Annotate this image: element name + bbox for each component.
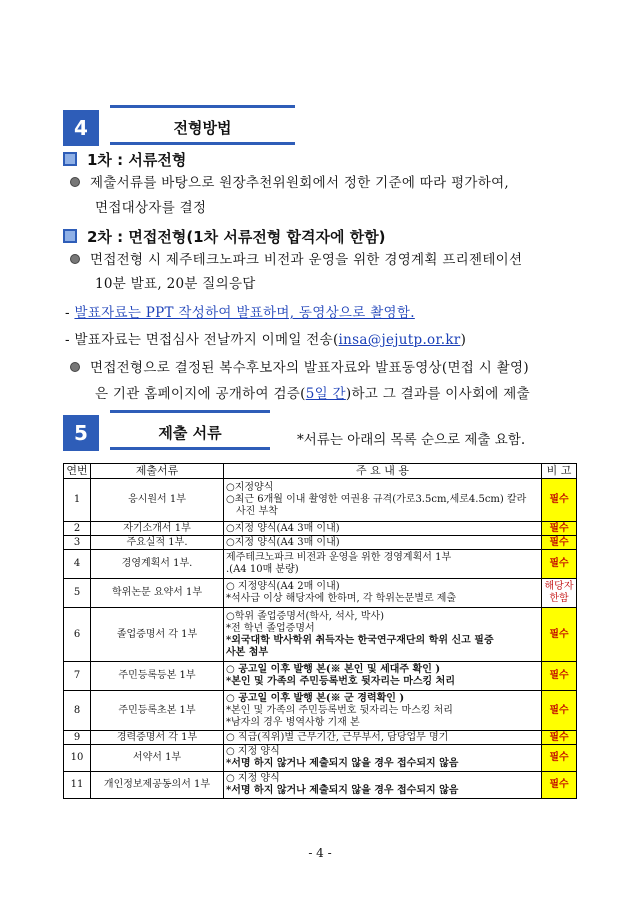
content-line: *외국대학 박사학위 취득자는 한국연구재단의 학위 신고 필증 [226, 634, 494, 646]
document-name: 응시원서 1부 [91, 479, 224, 522]
stage1-title: 1차 : 서류전형 [87, 151, 187, 169]
stage2-line-2: 10분 발표, 20분 질의응답 [95, 276, 256, 292]
email-link[interactable]: insa@jejutp.or.kr [338, 332, 461, 348]
document-name: 주요실적 1부. [91, 536, 224, 550]
row-content [224, 772, 542, 799]
round-bullet-icon [70, 177, 80, 187]
header-content: 주 요 내 용 [224, 464, 542, 479]
table-row [64, 691, 577, 731]
stage2-text: 면접전형 시 제주테크노파크 비전과 운영을 위한 경영계획 프리젠테이션 [90, 252, 523, 268]
content-line: ○ 지정 양식 [226, 773, 280, 784]
result-line-2 [95, 384, 530, 404]
row-number: 10 [64, 745, 91, 772]
row-number: 2 [64, 522, 91, 536]
content-line: *서명 하지 않거나 제출되지 않을 경우 접수되지 않음 [226, 785, 459, 796]
content-line: ○ 지정양식(A4 2매 이내) [226, 581, 340, 592]
content-line: ○지정 양식(A4 3매 이내) [226, 536, 340, 548]
email-suffix: ) [460, 332, 467, 348]
header-remark: 비 고 [542, 464, 577, 479]
documents-table [63, 463, 577, 799]
row-number: 6 [64, 608, 91, 662]
row-number: 4 [64, 550, 91, 579]
content-line: .(A4 10매 분량) [226, 564, 299, 575]
content-line: *본인 및 가족의 주민등록번호 뒷자리는 마스킹 처리 [226, 704, 453, 716]
dash-item-ppt [65, 303, 415, 323]
square-bullet-icon [63, 152, 77, 166]
square-bullet-icon [63, 229, 77, 243]
content-line: ○학위 졸업증명서(학사, 석사, 박사) [226, 610, 385, 622]
result-line-1 [70, 358, 529, 378]
remark-badge: 필수 [542, 550, 577, 579]
section-title: 전형방법 [110, 105, 295, 145]
content-line: ○지정 양식(A4 3매 이내) [226, 522, 340, 534]
content-line: ○ 공고일 이후 발행 본(※ 군 경력확인 ) [226, 692, 405, 704]
section-title: 제출 서류 [110, 410, 270, 450]
stage1-text: 제출서류를 바탕으로 원장추천위원회에서 정한 기준에 따라 평가하여, [90, 175, 510, 191]
document-name: 개인정보제공동의서 1부 [91, 772, 224, 799]
row-content [224, 579, 542, 608]
row-number: 7 [64, 662, 91, 691]
content-line: ○지정양식 [226, 482, 274, 493]
row-number: 9 [64, 731, 91, 745]
stage1-line-1 [70, 173, 509, 193]
table-row [64, 550, 577, 579]
result-text: 면접전형으로 결정된 복수후보자의 발표자료와 발표동영상(면접 시 촬영) [90, 360, 529, 376]
table-row [64, 579, 577, 608]
row-number: 1 [64, 479, 91, 522]
stage1-heading [63, 150, 186, 170]
row-number: 3 [64, 536, 91, 550]
dash-prefix: - [65, 305, 75, 321]
row-content [224, 745, 542, 772]
content-line: 제주테크노파크 비전과 운영을 위한 경영계획서 1부 [226, 552, 452, 563]
row-content [224, 479, 542, 522]
round-bullet-icon [70, 362, 80, 372]
document-name: 주민등록초본 1부 [91, 691, 224, 731]
content-line: *서명 하지 않거나 제출되지 않을 경우 접수되지 않음 [226, 758, 459, 769]
row-content [224, 691, 542, 731]
header-no: 연번 [64, 464, 91, 479]
remark-badge: 필수 [542, 608, 577, 662]
remark-badge: 해당자 한함 [542, 579, 577, 608]
row-content [224, 550, 542, 579]
row-content [224, 522, 542, 536]
remark-badge: 필수 [542, 745, 577, 772]
remark-badge: 필수 [542, 479, 577, 522]
stage1-line-2: 면접대상자를 결정 [95, 200, 207, 216]
ppt-note: 발표자료는 PPT 작성하여 발표하며, 동영상으로 촬영함. [74, 305, 415, 321]
table-header-row [64, 464, 577, 479]
content-line: 사진 부착 [236, 506, 278, 517]
table-row [64, 536, 577, 550]
content-line: ○ 직급(직위)별 근무기간, 근무부서, 담당업무 명기 [226, 731, 449, 743]
row-content [224, 731, 542, 745]
content-line: ○최근 6개월 이내 촬영한 여권용 규격(가로3.5cm,세로4.5cm) 칼라 [226, 494, 527, 505]
remark-badge: 필수 [542, 731, 577, 745]
document-name: 서약서 1부 [91, 745, 224, 772]
email-prefix: - 발표자료는 면접심사 전날까지 이메일 전송( [65, 332, 339, 348]
table-row [64, 522, 577, 536]
content-line: *전 학년 졸업증명서 [226, 622, 315, 634]
document-name: 경력증명서 각 1부 [91, 731, 224, 745]
table-row [64, 662, 577, 691]
remark-badge: 필수 [542, 522, 577, 536]
result-prefix: 은 기관 홈페이지에 공개하여 검증( [95, 386, 306, 402]
submission-order-note: *서류는 아래의 목록 순으로 제출 요함. [297, 432, 526, 448]
table-row [64, 608, 577, 662]
content-line: 사본 첨부 [226, 646, 269, 658]
document-name: 학위논문 요약서 1부 [91, 579, 224, 608]
round-bullet-icon [70, 254, 80, 264]
remark-badge: 필수 [542, 772, 577, 799]
content-line: *남자의 경우 병역사항 기재 본 [226, 716, 360, 728]
section-number: 5 [63, 415, 99, 451]
remark-badge: 필수 [542, 662, 577, 691]
table-row [64, 731, 577, 745]
content-line: *석사급 이상 해당자에 한하며, 각 학위논문별로 제출 [226, 593, 457, 604]
row-content [224, 608, 542, 662]
table-row [64, 745, 577, 772]
section-number: 4 [63, 110, 99, 146]
content-line: ○ 지정 양식 [226, 746, 280, 757]
remark-badge: 필수 [542, 536, 577, 550]
document-name: 주민등록등본 1부 [91, 662, 224, 691]
page-number: - 4 - [308, 846, 332, 860]
row-content [224, 536, 542, 550]
content-line: ○ 공고일 이후 발행 본(※ 본인 및 세대주 확인 ) [226, 664, 441, 675]
document-name: 경영계획서 1부. [91, 550, 224, 579]
row-number: 5 [64, 579, 91, 608]
table-row [64, 479, 577, 522]
row-number: 8 [64, 691, 91, 731]
stage2-line-1 [70, 250, 522, 270]
result-suffix: )하고 그 결과를 이사회에 제출 [345, 386, 530, 402]
content-line: *본인 및 가족의 주민등록번호 뒷자리는 마스킹 처리 [226, 676, 455, 687]
stage2-heading [63, 227, 386, 247]
stage2-title: 2차 : 면접전형(1차 서류전형 합격자에 한함) [87, 228, 386, 246]
header-document: 제출서류 [91, 464, 224, 479]
document-name: 졸업증명서 각 1부 [91, 608, 224, 662]
remark-badge: 필수 [542, 691, 577, 731]
row-content [224, 662, 542, 691]
table-row [64, 772, 577, 799]
dash-item-email [65, 330, 466, 350]
row-number: 11 [64, 772, 91, 799]
verification-period: 5일 간 [305, 386, 346, 402]
document-name: 자기소개서 1부 [91, 522, 224, 536]
